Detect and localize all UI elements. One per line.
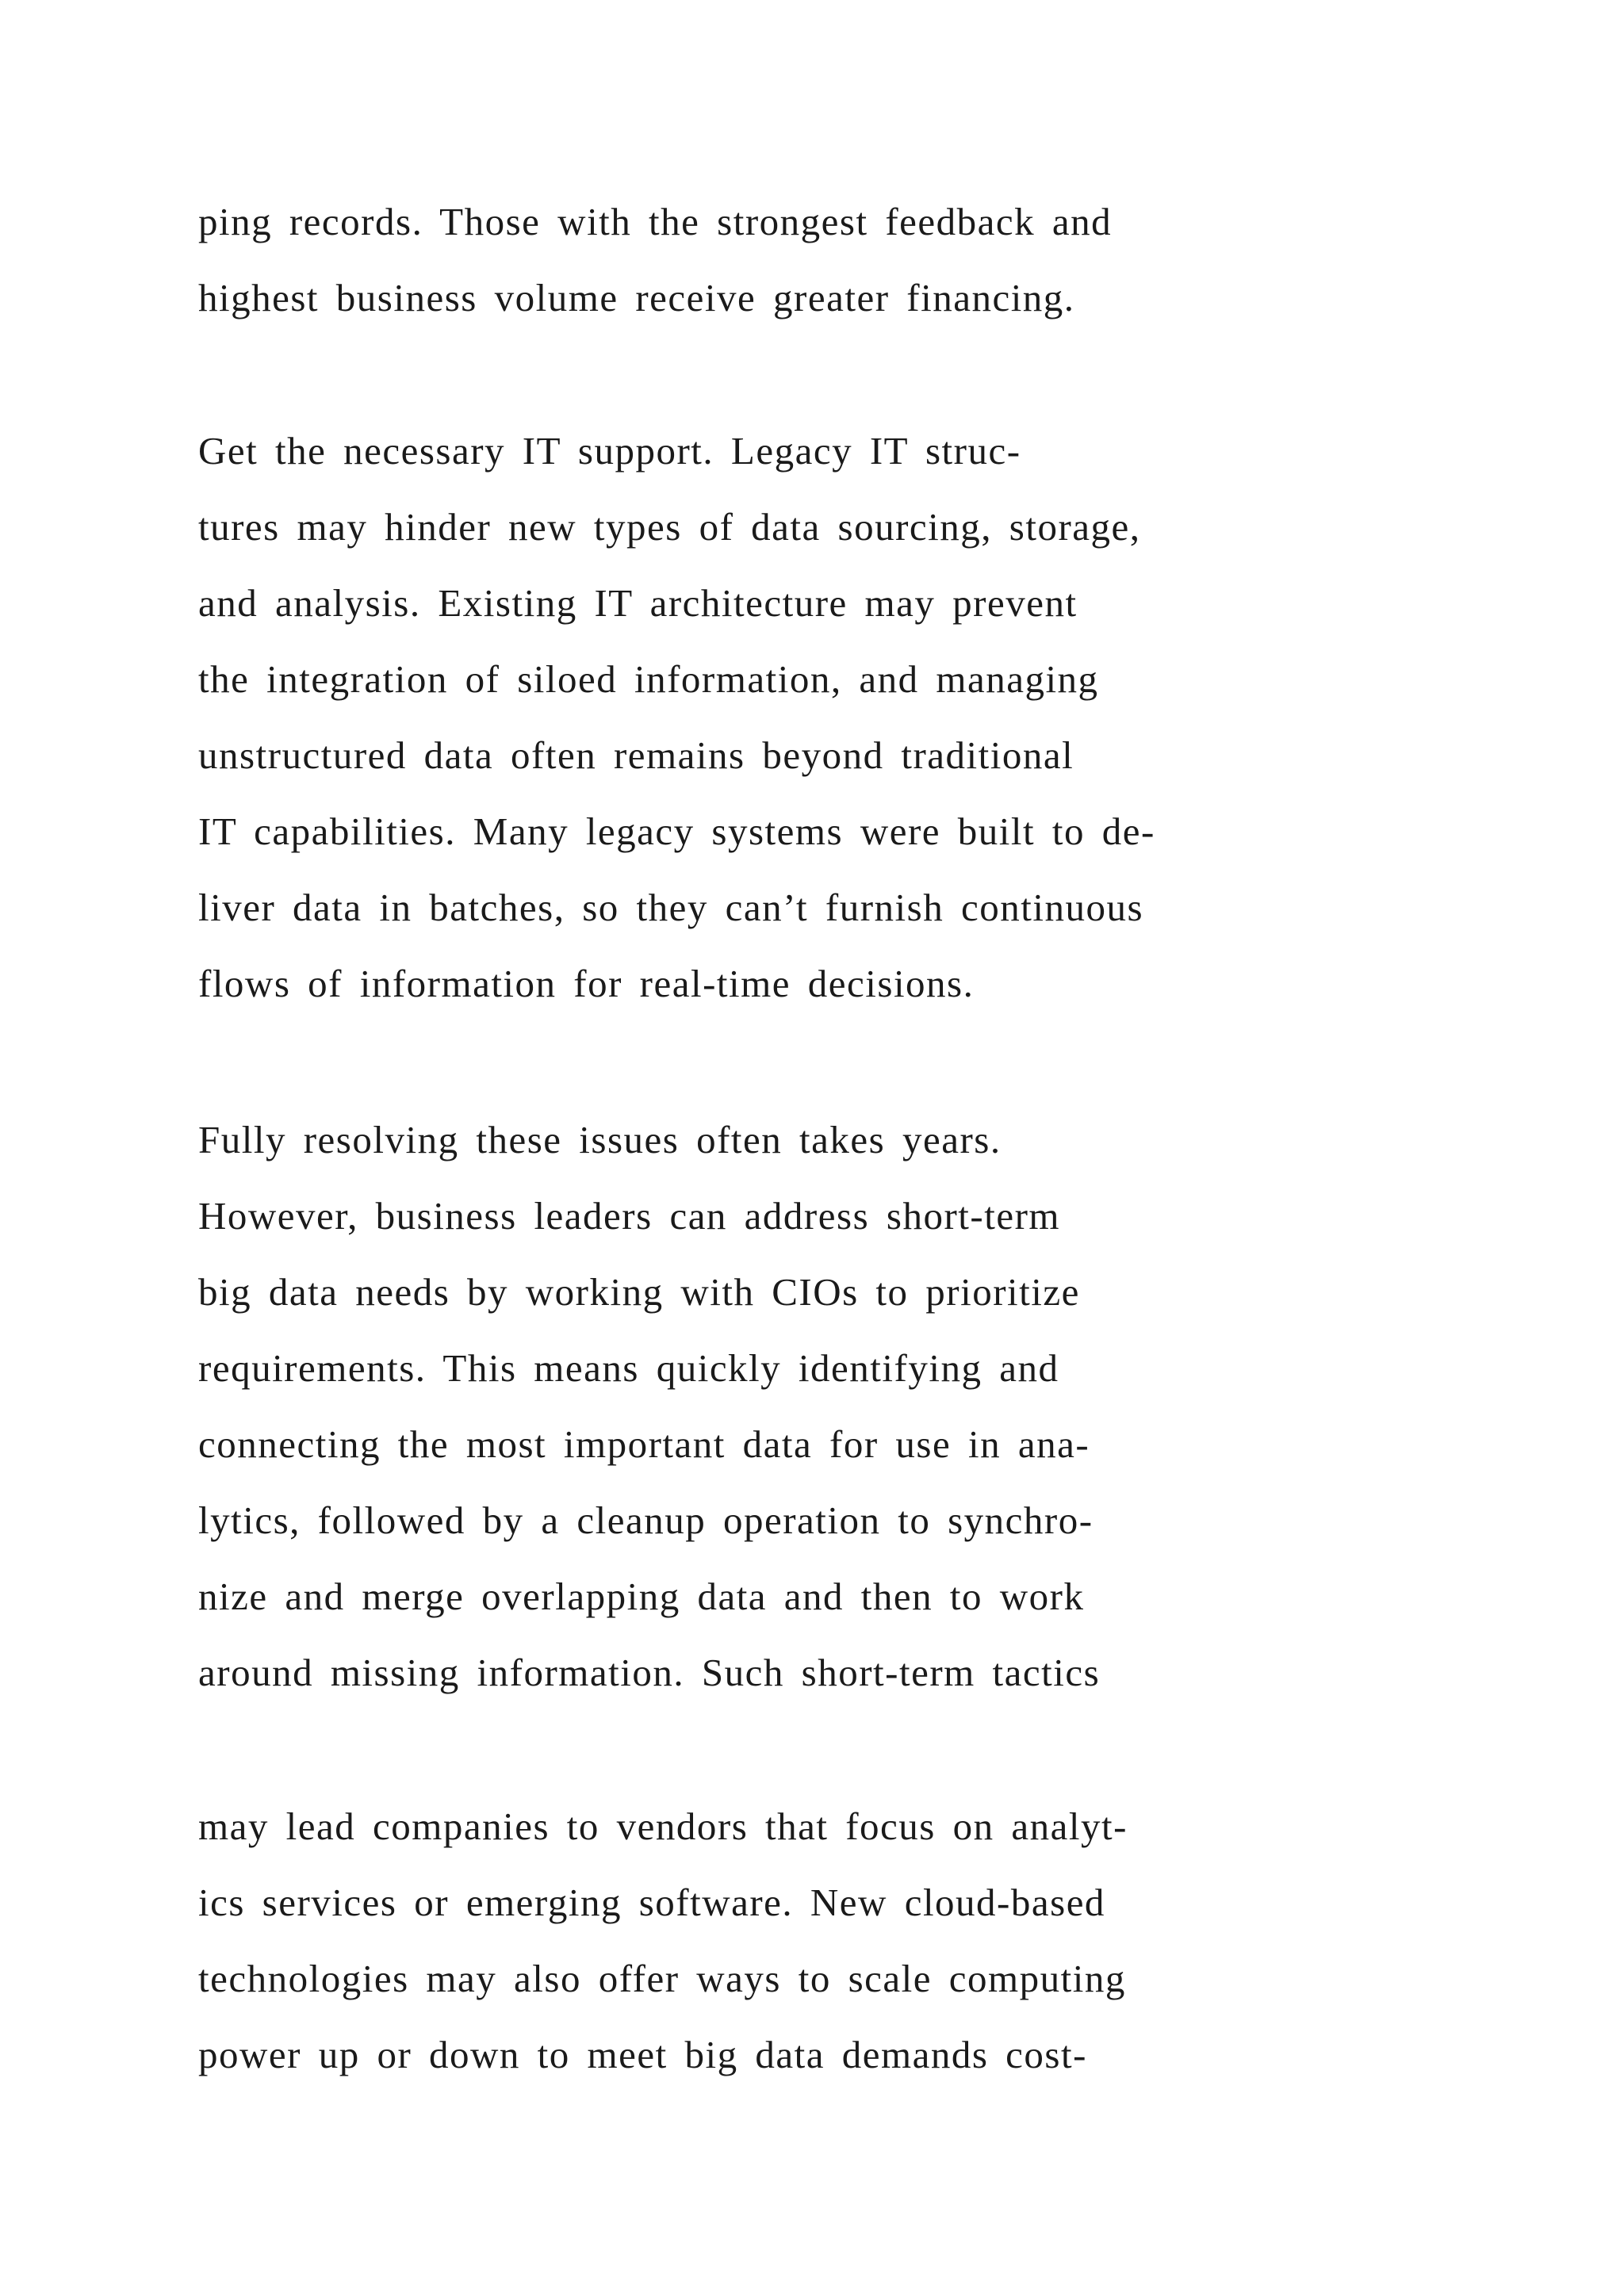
paragraph-it-support <box>198 413 1546 1022</box>
text-line: the integration of siloed information, and managing <box>198 657 1099 701</box>
text-line: IT capabilities. Many legacy systems were built to de- <box>198 809 1155 853</box>
text-line: flows of information for real-time decisions. <box>198 962 975 1005</box>
text-line: unstructured data often remains beyond traditional <box>198 733 1074 777</box>
text-line: around missing information. Such short-term tactics <box>198 1651 1101 1694</box>
text-line: liver data in batches, so they can’t furnish continuous <box>198 886 1144 929</box>
text-line: However, business leaders can address short-term <box>198 1194 1060 1238</box>
text-line: power up or down to meet big data demands cost- <box>198 2033 1087 2076</box>
text-line: ping records. Those with the strongest feedback and <box>198 200 1113 243</box>
text-line: Get the necessary IT support. Legacy IT struc- <box>198 429 1021 473</box>
text-line: highest business volume receive greater financing. <box>198 276 1075 320</box>
paragraph-vendors-cloud <box>198 1789 1546 2093</box>
text-line: connecting the most important data for use in ana- <box>198 1422 1090 1466</box>
text-line: and analysis. Existing IT architecture may prevent <box>198 581 1078 625</box>
text-line: lytics, followed by a cleanup operation to synchro- <box>198 1498 1094 1542</box>
text-line: big data needs by working with CIOs to prioritize <box>198 1270 1080 1314</box>
text-line: may lead companies to vendors that focus on analyt- <box>198 1804 1128 1848</box>
paragraph-short-term-needs <box>198 1102 1546 1711</box>
text-line: technologies may also offer ways to scale computing <box>198 1957 1126 2000</box>
text-line: ics services or emerging software. New cloud-based <box>198 1881 1105 1924</box>
text-line: Fully resolving these issues often takes years. <box>198 1118 1002 1161</box>
text-line: requirements. This means quickly identifying and <box>198 1346 1059 1390</box>
text-line: nize and merge overlapping data and then to work <box>198 1575 1085 1618</box>
text-line: tures may hinder new types of data sourcing, storage, <box>198 505 1141 549</box>
paragraph-financing-records <box>198 184 1546 336</box>
